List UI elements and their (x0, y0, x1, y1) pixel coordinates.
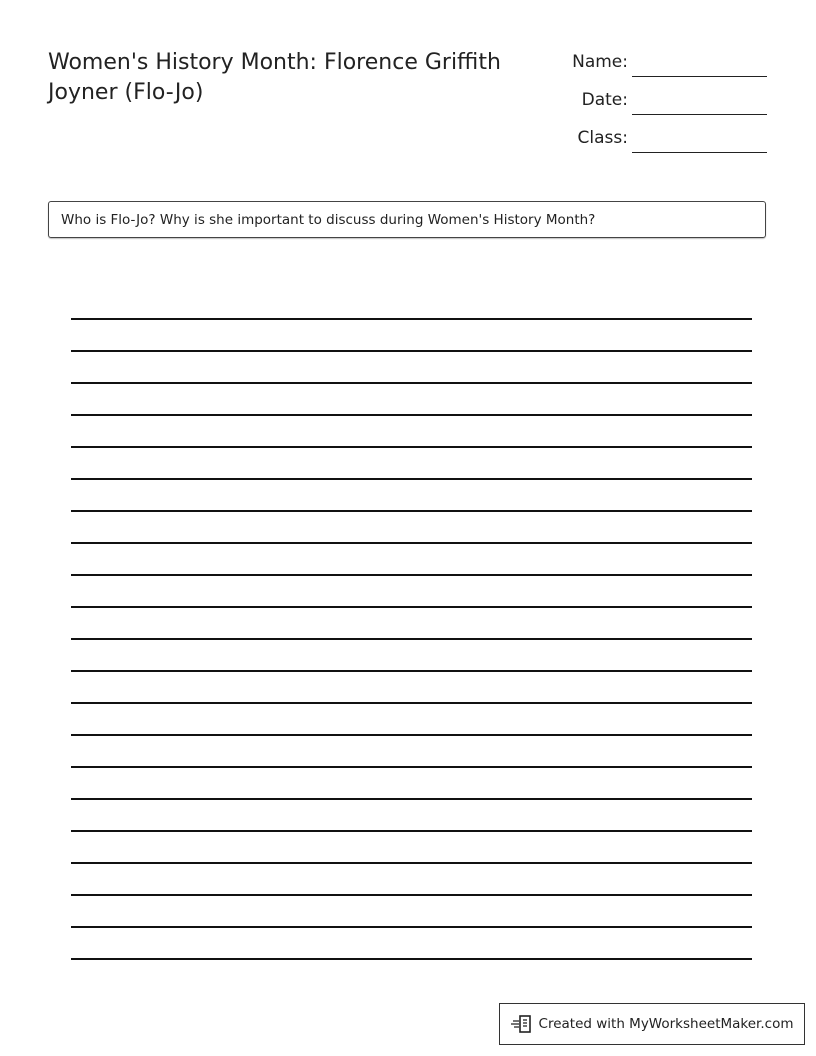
date-field (540, 88, 770, 126)
writing-line (71, 606, 752, 608)
writing-line (71, 862, 752, 864)
footer-credit (499, 1003, 805, 1045)
writing-line (71, 798, 752, 800)
writing-line (71, 638, 752, 640)
writing-line (71, 894, 752, 896)
class-blank-line[interactable] (632, 152, 767, 153)
name-blank-line[interactable] (632, 76, 767, 77)
answer-writing-area[interactable] (71, 318, 752, 990)
class-field (540, 126, 770, 164)
writing-line (71, 542, 752, 544)
name-field (540, 50, 770, 88)
writing-line (71, 574, 752, 576)
date-label: Date: (581, 90, 628, 110)
writing-line (71, 510, 752, 512)
writing-line (71, 926, 752, 928)
class-label: Class: (577, 128, 628, 148)
writing-line (71, 414, 752, 416)
writing-line (71, 958, 752, 960)
date-blank-line[interactable] (632, 114, 767, 115)
writing-line (71, 382, 752, 384)
worksheet-title: Women's History Month: Florence Griffith Joyner (Flo-Jo) (48, 50, 501, 105)
writing-line (71, 702, 752, 704)
question-prompt-box (48, 201, 766, 238)
writing-line (71, 830, 752, 832)
writing-line (71, 318, 752, 320)
footer-text: Created with MyWorksheetMaker.com (538, 1016, 794, 1032)
question-prompt: Who is Flo-Jo? Why is she important to discuss during Women's History Month? (61, 212, 596, 228)
writing-line (71, 766, 752, 768)
student-info-fields (540, 50, 770, 164)
writing-line (71, 670, 752, 672)
myworksheetmaker-logo-icon (511, 1014, 533, 1034)
writing-line (71, 350, 752, 352)
writing-line (71, 478, 752, 480)
name-label: Name: (572, 52, 628, 72)
writing-line (71, 734, 752, 736)
writing-line (71, 446, 752, 448)
